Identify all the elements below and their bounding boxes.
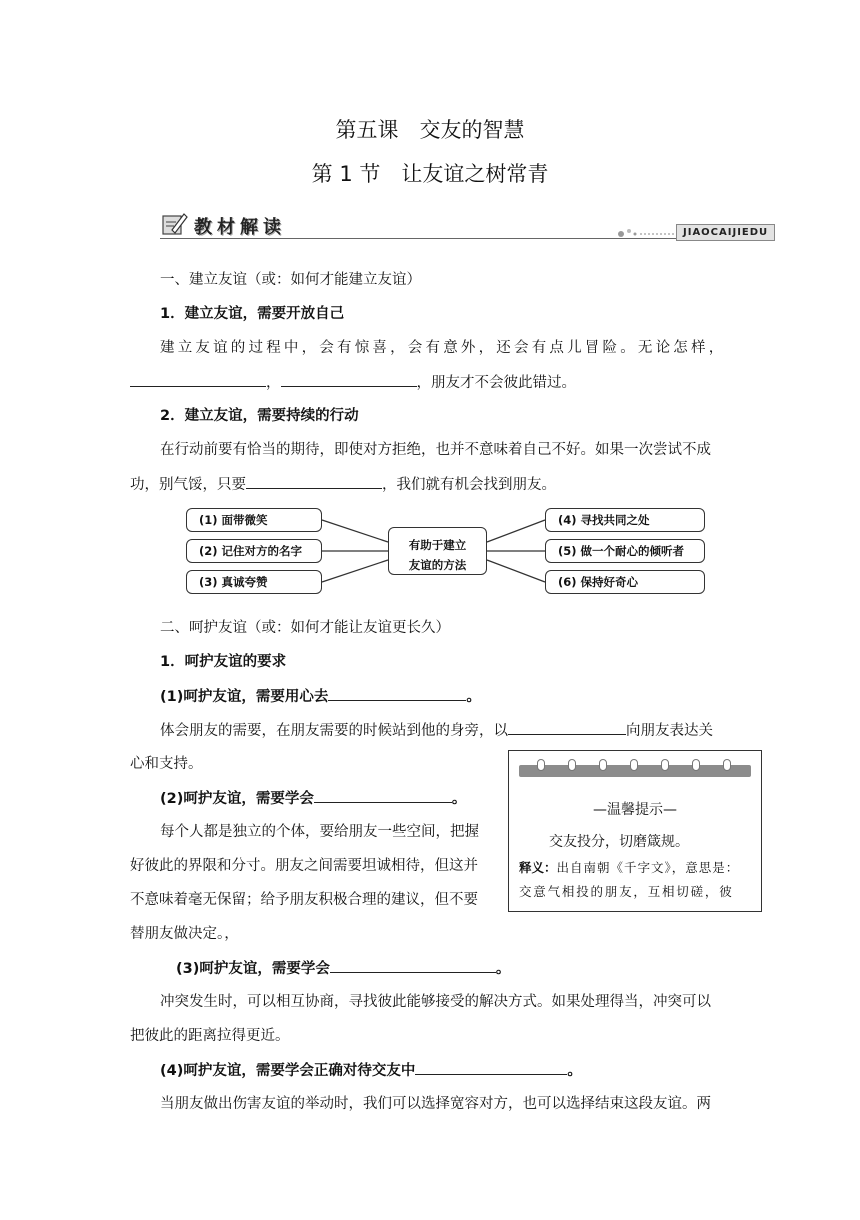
- line-head: 体会朋友的需要，在朋友需要的时候站到他的身旁，以: [160, 723, 508, 739]
- diagram-item-2: (2) 记住对方的名字: [186, 539, 322, 563]
- part2-p2-title: [160, 788, 466, 809]
- tip-box: [508, 750, 762, 912]
- p3-title-text: (3)呵护友谊，需要学会: [176, 961, 330, 977]
- section-title: 第 1 节 让友谊之树常青: [311, 162, 549, 186]
- diagram-item-5: (5) 做一个耐心的倾听者: [545, 539, 705, 563]
- part2-p3-title: [176, 958, 510, 979]
- part2-p4-title: [160, 1060, 582, 1081]
- fill-blank[interactable]: [246, 474, 382, 489]
- p1-end: 。: [466, 689, 481, 705]
- tip-def-text1: 出自南朝《千字文》，意思是：: [556, 860, 740, 875]
- diagram-item-1: (1) 面带微笑: [186, 508, 322, 532]
- line-head: 功，别气馁，只要: [130, 477, 246, 493]
- diagram-item-3: (3) 真诚夸赞: [186, 570, 322, 594]
- diagram-item-4: (4) 寻找共同之处: [545, 508, 705, 532]
- part2-heading: 二、呵护友谊（或：如何才能让友谊更长久）: [160, 620, 450, 636]
- diagram-center-line2: 友谊的方法: [408, 558, 467, 572]
- tip-def-line1: [519, 858, 739, 876]
- diagram-center: [388, 527, 487, 575]
- p2-title-text: (2)呵护友谊，需要学会: [160, 791, 314, 807]
- line-tail: ，我们就有机会找到朋友。: [382, 477, 556, 493]
- part2-p1-title: [160, 686, 481, 707]
- tip-def-line2: 交意气相投的朋友，互相切磋，彼: [519, 884, 734, 899]
- p2-end: 。: [451, 791, 467, 807]
- fill-blank[interactable]: [330, 958, 496, 973]
- p1-title-text: (1)呵护友谊，需要用心去: [160, 689, 329, 705]
- line-tail: ，朋友才不会彼此错过。: [416, 375, 576, 391]
- part2-p3-line2: 把彼此的距离拉得更近。: [130, 1028, 290, 1044]
- part2-p2-line1: 每个人都是独立的个体，要给朋友一些空间，把握: [160, 824, 479, 840]
- part2-p2-line2: 好彼此的界限和分寸。朋友之间需要坦诚相待，但这并: [130, 858, 478, 874]
- line-tail: 向朋友表达关: [626, 723, 713, 739]
- fill-blank[interactable]: [328, 686, 466, 701]
- part1-sub1-title: 1．建立友谊，需要开放自己: [160, 306, 345, 322]
- binder-ring: [630, 759, 638, 771]
- fill-blank[interactable]: [130, 372, 266, 387]
- binder-ring: [661, 759, 669, 771]
- fill-blank[interactable]: [415, 1060, 567, 1075]
- separator: ，: [266, 375, 281, 391]
- binder-ring: [537, 759, 545, 771]
- binder-ring: [568, 759, 576, 771]
- part1-sub1-line1: 建立友谊的过程中，会有惊喜，会有意外，还会有点儿冒险。无论怎样，: [160, 340, 727, 356]
- tip-def-label: 释义：: [519, 860, 557, 875]
- part1-sub1-line2: [130, 372, 576, 393]
- diagram-center-line1: 有助于建立: [408, 538, 467, 552]
- part2-p2-line3: 不意味着毫无保留；给予朋友积极合理的建议，但不要: [130, 892, 478, 908]
- tip-idiom: 交友投分，切磨箴规。: [549, 834, 689, 850]
- part1-sub2-line1: 在行动前要有恰当的期待，即使对方拒绝，也并不意味着自己不好。如果一次尝试不成: [160, 442, 711, 458]
- part2-p4-line1: 当朋友做出伤害友谊的举动时，我们可以选择宽容对方，也可以选择结束这段友谊。两: [160, 1096, 711, 1112]
- banner-pinyin: JIAOCAIJIEDU: [676, 224, 775, 241]
- p4-title-text: (4)呵护友谊，需要学会正确对待交友中: [160, 1063, 416, 1079]
- part2-p1-line2: 心和支持。: [130, 756, 203, 772]
- banner-title: 教材解读: [194, 217, 286, 238]
- p3-end: 。: [495, 961, 511, 977]
- tip-title: —温馨提示—: [593, 802, 677, 818]
- fill-blank[interactable]: [281, 372, 417, 387]
- binder-ring: [692, 759, 700, 771]
- fill-blank[interactable]: [314, 788, 452, 803]
- part1-sub2-line2: [130, 474, 556, 495]
- part2-p3-line1: 冲突发生时，可以相互协商，寻找彼此能够接受的解决方式。如果处理得当，冲突可以: [160, 994, 711, 1010]
- binder-ring: [599, 759, 607, 771]
- fill-blank[interactable]: [508, 720, 626, 735]
- diagram-item-6: (6) 保持好奇心: [545, 570, 705, 594]
- part2-sub1-title: 1．呵护友谊的要求: [160, 654, 287, 670]
- p4-end: 。: [567, 1063, 582, 1079]
- part1-sub2-title: 2．建立友谊，需要持续的行动: [160, 408, 359, 424]
- part2-p2-line4: 替朋友做决定。，: [130, 926, 239, 942]
- part1-heading: 一、建立友谊（或：如何才能建立友谊）: [160, 272, 421, 288]
- binder-ring: [723, 759, 731, 771]
- part2-p1-line1: [160, 720, 713, 741]
- dots-decoration: [616, 224, 676, 243]
- lesson-title: 第五课 交友的智慧: [335, 118, 525, 142]
